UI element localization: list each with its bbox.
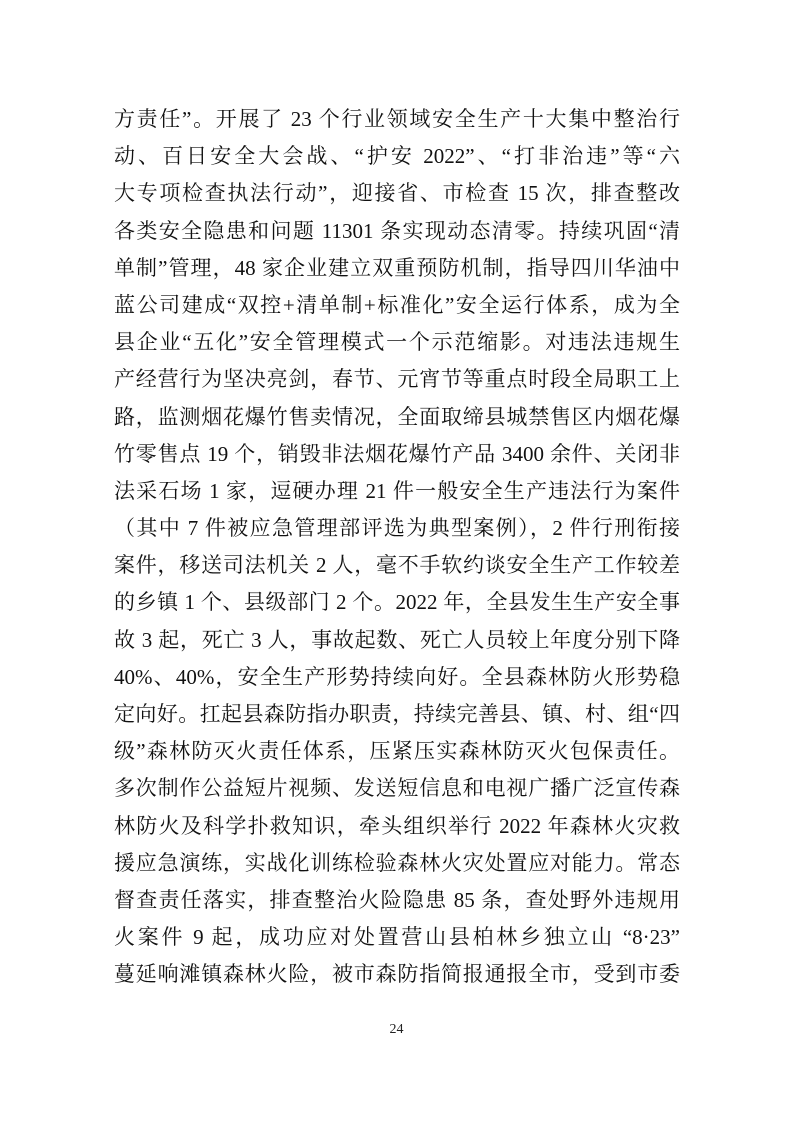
text-line: 方责任”。开展了 23 个行业领域安全生产十大集中整治行 <box>114 107 680 131</box>
text-line: 林防火及科学扑救知识，牵头组织举行 2022 年森林火灾救 <box>114 813 680 838</box>
text-line: 级”森林防灭火责任体系，压紧压实森林防灭火包保责任。 <box>114 739 680 764</box>
text-line: 产经营行为坚决亮剑，春节、元宵节等重点时段全局职工上 <box>114 367 680 392</box>
text-line: 案件，移送司法机关 2 人，毫不手软约谈安全生产工作较差 <box>114 553 680 578</box>
text-line: 蓝公司建成“双控+清单制+标准化”安全运行体系，成为全 <box>114 292 680 317</box>
text-line: 蔓延响滩镇森林火险，被市森防指简报通报全市，受到市委 <box>114 962 680 987</box>
text-line: 多次制作公益短片视频、发送短信息和电视广播广泛宣传森 <box>114 776 680 801</box>
text-line: 竹零售点 19 个，销毁非法烟花爆竹产品 3400 余件、关闭非 <box>114 441 680 466</box>
body-text <box>114 101 680 994</box>
page-number: 24 <box>389 1022 404 1037</box>
text-line: 40%、40%，安全生产形势持续向好。全县森林防火形势稳 <box>114 664 680 689</box>
text-line: 法采石场 1 家，逗硬办理 21 件一般安全生产违法行为案件 <box>114 478 680 503</box>
text-line: 定向好。扛起县森防指办职责，持续完善县、镇、村、组“四 <box>114 702 680 726</box>
text-line: 援应急演练，实战化训练检验森林火灾处置应对能力。常态 <box>114 850 680 875</box>
text-line: 路，监测烟花爆竹售卖情况，全面取缔县城禁售区内烟花爆 <box>114 404 680 429</box>
text-line: 单制”管理，48 家企业建立双重预防机制，指导四川华油中 <box>114 255 680 280</box>
text-line: （其中 7 件被应急管理部评选为典型案例），2 件行刑衔接 <box>114 516 680 541</box>
text-line: 县企业“五化”安全管理模式一个示范缩影。对违法违规生 <box>114 330 680 355</box>
text-line: 大专项检查执法行动”，迎接省、市检查 15 次，排查整改 <box>114 181 680 206</box>
text-line: 各类安全隐患和问题 11301 条实现动态清零。持续巩固“清 <box>114 218 680 243</box>
text-line: 火案件 9 起，成功应对处置营山县柏林乡独立山 “8·23” <box>114 925 680 950</box>
text-line: 督查责任落实，排查整治火险隐患 85 条，查处野外违规用 <box>114 887 680 912</box>
text-line: 动、百日安全大会战、“护安 2022”、“打非治违”等“六 <box>114 144 680 169</box>
text-line: 故 3 起，死亡 3 人，事故起数、死亡人员较上年度分别下降 <box>114 627 680 652</box>
text-line: 的乡镇 1 个、县级部门 2 个。2022 年，全县发生生产安全事 <box>114 590 680 615</box>
